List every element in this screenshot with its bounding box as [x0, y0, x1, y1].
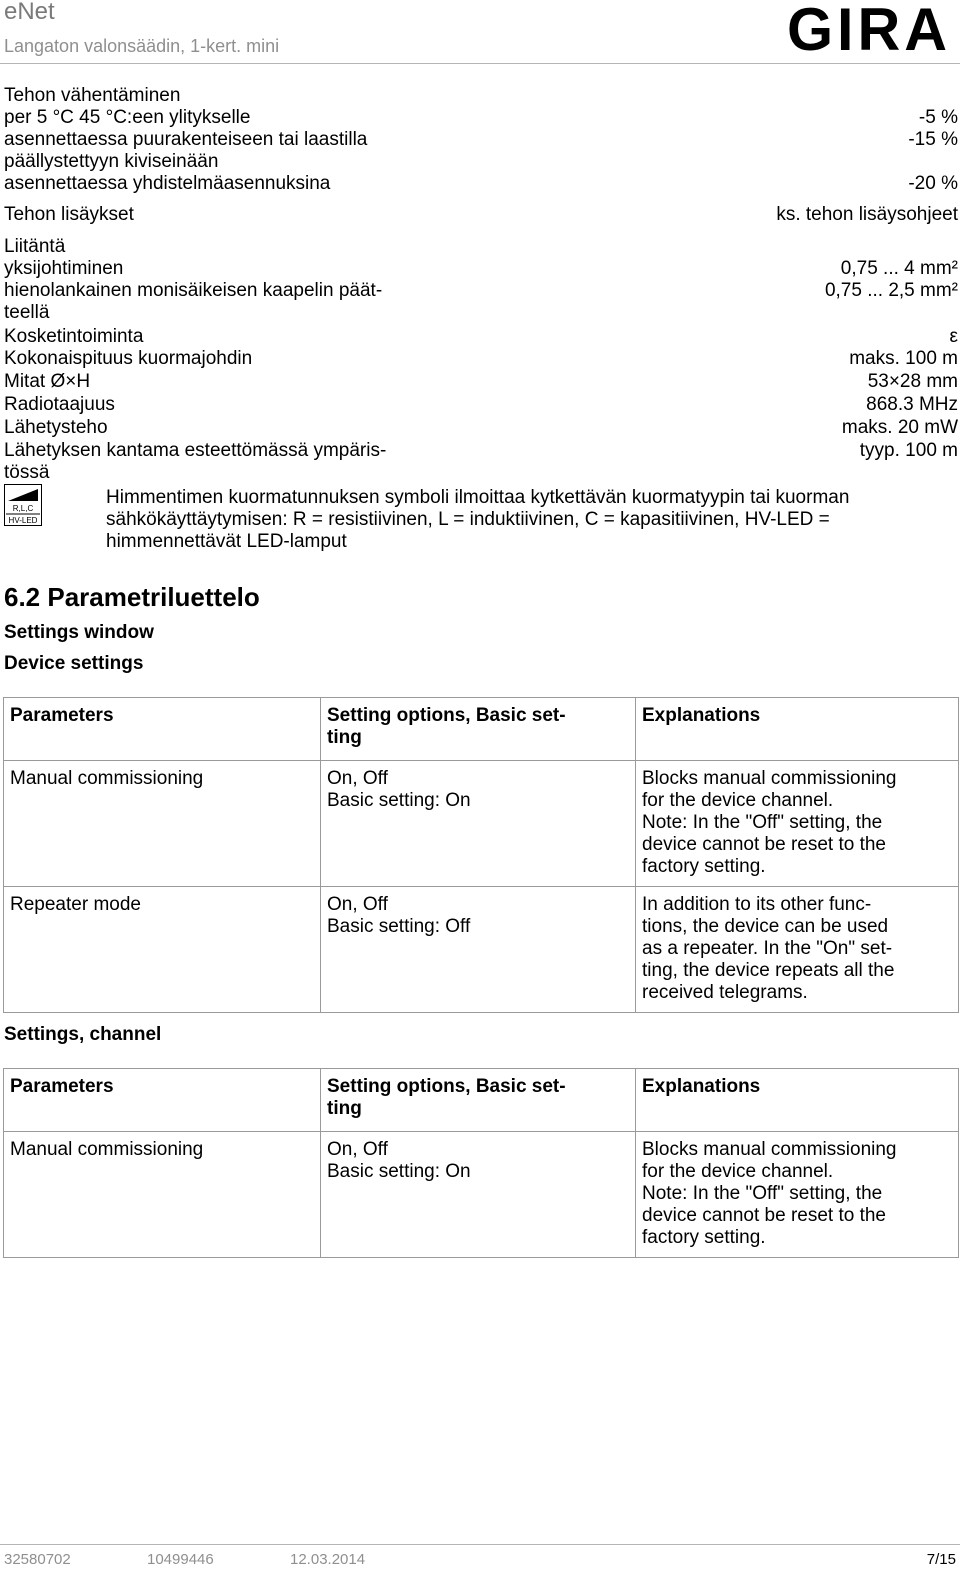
table-row [4, 887, 959, 1013]
spec-value: 0,75 ... 4 mm² [840, 258, 958, 279]
column-header-parameters: Parameters [4, 1069, 321, 1132]
document-date: 12.03.2014 [290, 1551, 366, 1568]
spec-value: 868.3 MHz [866, 394, 958, 415]
table-row [4, 761, 959, 887]
symbol-top-text: R,L,C [12, 504, 34, 513]
spec-label: Mitat Ø×H [4, 371, 91, 392]
spec-value: ks. tehon lisäysohjeet [776, 204, 958, 225]
table-header-row [4, 698, 959, 761]
spec-value: maks. 20 mW [841, 417, 958, 438]
spec-label: Tehon vähentäminen [4, 85, 181, 106]
spec-label: Kosketintoiminta [4, 326, 144, 347]
table-row [4, 1132, 959, 1258]
device-parameter-table [3, 697, 959, 1013]
spec-label: Tehon lisäykset [4, 204, 134, 225]
spec-label: Lähetyksen kantama esteettömässä ympäris- [4, 440, 387, 461]
spec-value: 0,75 ... 2,5 mm² [824, 280, 958, 301]
setting-options: On, Off Basic setting: Off [321, 887, 636, 1013]
product-family: eNet [4, 0, 55, 25]
spec-label: asennettaessa puurakenteiseen tai laastilla [4, 129, 368, 150]
parameter-name: Repeater mode [4, 887, 321, 1013]
spec-label: asennettaessa yhdistelmäasennuksina [4, 173, 331, 194]
gira-logo [785, 0, 953, 54]
column-header-setting-options: Setting options, Basic set- ting [321, 1069, 636, 1132]
setting-options: On, Off Basic setting: On [321, 1132, 636, 1258]
symbol-explanation: Himmentimen kuormatunnuksen symboli ilmoittaa kytkettävän kuormatyypin tai kuorman sähkökäyttäytymisen: R = resistiivinen, L = induktiivinen, C = kapasitiivinen, HV-LED = himmennettävät LED-lamput [106, 487, 850, 552]
spec-label: yksijohtiminen [4, 258, 124, 279]
section-heading: 6.2 Parametriluettelo [4, 582, 260, 612]
parameter-name: Manual commissioning [4, 761, 321, 887]
spec-value: -15 % [908, 129, 958, 150]
logo-text: GIRA [787, 0, 951, 54]
reference-number: 10499446 [147, 1551, 214, 1568]
spec-value: maks. 100 m [849, 348, 958, 369]
channel-parameter-table [3, 1068, 959, 1258]
explanation: Blocks manual commissioning for the device channel. Note: In the "Off" setting, the device cannot be reset to the factory setting. [636, 1132, 959, 1258]
spec-label: Kokonaispituus kuormajohdin [4, 348, 253, 369]
table-header-row [4, 1069, 959, 1132]
column-header-explanations: Explanations [636, 698, 959, 761]
settings-window-heading: Settings window [4, 622, 154, 643]
spec-label: Liitäntä [4, 236, 66, 257]
footer-divider [0, 1544, 960, 1545]
explanation: In addition to its other func- tions, the device can be used as a repeater. In the "On" set- ting, the device repeats all the received telegrams. [636, 887, 959, 1013]
symbol-bottom-text: HV-LED [8, 516, 38, 525]
device-settings-heading: Device settings [4, 653, 144, 674]
spec-label: päällystettyyn kiviseinään [4, 151, 219, 172]
spec-value: 53×28 mm [867, 371, 958, 392]
parameter-name: Manual commissioning [4, 1132, 321, 1258]
explanation: Blocks manual commissioning for the device channel. Note: In the "Off" setting, the device cannot be reset to the factory setting. [636, 761, 959, 887]
spec-value: ε [949, 326, 958, 347]
channel-settings-heading: Settings, channel [4, 1024, 162, 1045]
spec-label: teellä [4, 302, 50, 323]
spec-label: Lähetysteho [4, 417, 108, 438]
spec-value: -5 % [918, 107, 958, 128]
column-header-explanations: Explanations [636, 1069, 959, 1132]
spec-value: tyyp. 100 m [859, 440, 958, 461]
spec-label: Radiotaajuus [4, 394, 115, 415]
setting-options: On, Off Basic setting: On [321, 761, 636, 887]
dimmer-load-symbol-icon [4, 484, 42, 526]
column-header-parameters: Parameters [4, 698, 321, 761]
page-number: 7/15 [926, 1551, 956, 1568]
column-header-setting-options: Setting options, Basic set- ting [321, 698, 636, 761]
spec-label: per 5 °C 45 °C:een ylitykselle [4, 107, 251, 128]
product-name: Langaton valonsäädin, 1-kert. mini [4, 36, 280, 56]
header-divider [0, 63, 960, 64]
spec-value: -20 % [908, 173, 958, 194]
spec-label: tössä [4, 462, 50, 483]
document-number: 32580702 [4, 1551, 71, 1568]
spec-label: hienolankainen monisäikeisen kaapelin päät- [4, 280, 383, 301]
